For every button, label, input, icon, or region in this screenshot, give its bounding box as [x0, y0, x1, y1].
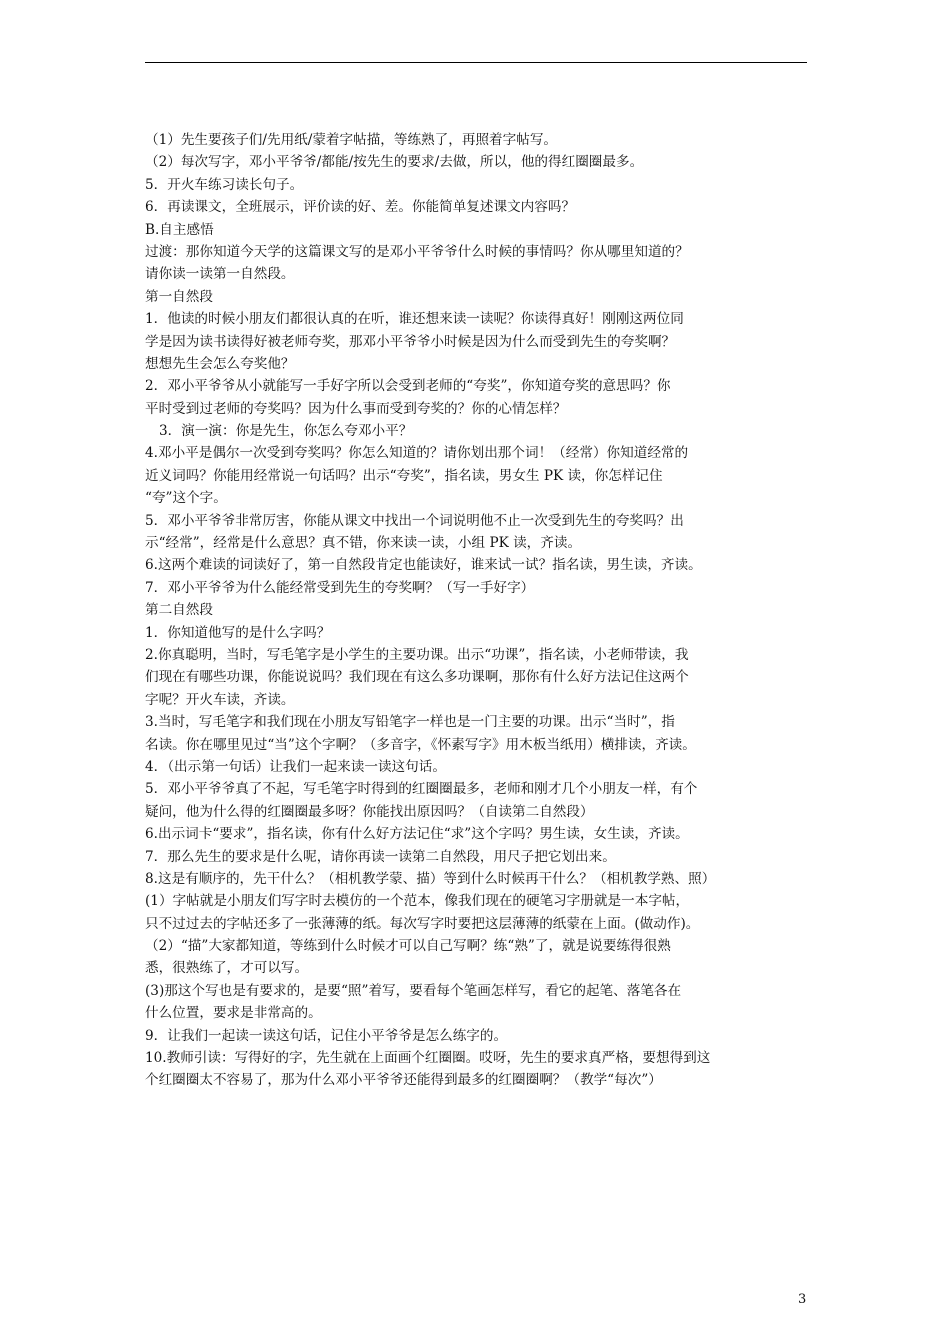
text-line: 6.这两个难读的词读好了，第一自然段肯定也能读好，谁来试一试？指名读，男生读，齐读。 [145, 557, 702, 574]
text-line: 示“经常”，经常是什么意思？真不错，你来读一读，小组 PK 读，齐读。 [145, 535, 582, 552]
text-line: 过渡：那你知道今天学的这篇课文写的是邓小平爷爷什么时候的事情吗？你从哪里知道的？ [145, 243, 689, 260]
text-line: 5．邓小平爷爷真了不起，写毛笔字时得到的红圈圈最多，老师和刚才几个小朋友一样，有个 [145, 781, 698, 798]
text-line: 疑问，他为什么得的红圈圈最多呀？你能找出原因吗？（自读第二自然段） [145, 803, 594, 820]
text-line: 们现在有哪些功课，你能说说吗？我们现在有这么多功课啊，那你有什么好方法记住这两个 [145, 669, 689, 686]
header-rule [145, 62, 807, 63]
text-line: 4.邓小平是偶尔一次受到夸奖吗？你怎么知道的？请你划出那个词！（经常）你知道经常的 [145, 445, 689, 462]
document-body [145, 129, 817, 1092]
text-line: 2.你真聪明，当时，写毛笔字是小学生的主要功课。出示“功课”，指名读，小老师带读，我 [145, 646, 689, 663]
text-line: （1）先生要孩子们/先用纸/蒙着字帖描，等练熟了，再照着字帖写。 [145, 132, 558, 148]
text-line: B.自主感悟 [145, 221, 214, 238]
text-line: (1）字帖就是小朋友们写字时去模仿的一个范本，像我们现在的硬笔习字册就是一本字帖， [145, 893, 690, 910]
text-line: 个红圈圈太不容易了，那为什么邓小平爷爷还能得到最多的红圈圈啊？（教学“每次”） [145, 1072, 662, 1089]
text-line: 学是因为读书读得好被老师夸奖，那邓小平爷爷小时候是因为什么而受到先生的夸奖啊？ [145, 333, 676, 350]
text-line: 近义词吗？你能用经常说一句话吗？出示“夸奖”，指名读，男女生 PK 读，你怎样记住 [145, 467, 663, 484]
text-line: （2）每次写字，邓小平爷爷/都能/按先生的要求/去做，所以，他的得红圈圈最多。 [145, 154, 644, 171]
text-line: 什么位置，要求是非常高的。 [145, 1005, 322, 1022]
text-line: （2）“描”大家都知道，等练到什么时候才可以自己写啊？练“熟”了，就是说要练得很熟 [145, 938, 671, 955]
text-line: 名读。你在哪里见过“当”这个字啊？（多音字，《怀素写字》用木板当纸用）横排读，齐读。 [145, 736, 696, 753]
text-line: 7．邓小平爷爷为什么能经常受到先生的夸奖啊？（写一手好字） [145, 579, 535, 596]
text-line: 9．让我们一起读一读这句话，记住小平爷爷是怎么练字的。 [145, 1027, 508, 1044]
page-number: 3 [798, 1292, 807, 1307]
text-line: 只不过过去的字帖还多了一张薄薄的纸。每次写字时要把这层薄薄的纸蒙在上面。(做动作)。 [145, 915, 700, 932]
text-line: 平时受到过老师的夸奖吗？因为什么事而受到夸奖的？你的心情怎样？ [145, 400, 567, 417]
text-line: 悉，很熟练了，才可以写。 [145, 960, 309, 977]
text-line: 第一自然段 [145, 288, 213, 305]
text-line: 请你读一读第一自然段。 [145, 266, 295, 283]
text-line: 1．你知道他写的是什么字吗？ [145, 624, 331, 641]
text-line: 想想先生会怎么夸奖他？ [145, 355, 295, 372]
text-line: 1．他读的时候小朋友们都很认真的在听，谁还想来读一读呢？你读得真好！刚刚这两位同 [145, 311, 684, 328]
text-line: 7．那么先生的要求是什么呢，请你再读一读第二自然段，用尺子把它划出来。 [145, 848, 616, 865]
text-line: 2．邓小平爷爷从小就能写一手好字所以会受到老师的“夸奖”，你知道夸奖的意思吗？你 [145, 378, 671, 395]
text-line: 字呢？开火车读，齐读。 [145, 691, 295, 708]
text-line: 10.教师引读：写得好的字，先生就在上面画个红圈圈。哎呀，先生的要求真严格，要想得到这 [145, 1050, 711, 1067]
text-line: 3．演一演：你是先生，你怎么夸邓小平？ [159, 423, 413, 440]
text-line: 5．邓小平爷爷非常厉害，你能从课文中找出一个词说明他不止一次受到先生的夸奖吗？出 [145, 512, 684, 529]
text-line: 6．再读课文，全班展示，评价读的好、差。你能简单复述课文内容吗？ [145, 199, 576, 216]
text-line: “夸”这个字。 [145, 490, 227, 507]
text-line: 6.出示词卡“要求”，指名读，你有什么好方法记住“求”这个字吗？男生读，女生读，齐读。 [145, 826, 689, 843]
text-line: 5．开火车练习读长句子。 [145, 176, 304, 193]
text-line: (3)那这个写也是有要求的，是要“照”着写，要看每个笔画怎样写，看它的起笔、落笔各在 [145, 982, 682, 999]
text-line: 第二自然段 [145, 602, 213, 619]
text-line: 3.当时，写毛笔字和我们现在小朋友写铅笔字一样也是一门主要的功课。出示“当时”，指 [145, 714, 675, 731]
text-line: 8.这是有顺序的，先干什么？（相机教学蒙、描）等到什么时候再干什么？（相机教学熟、照） [145, 870, 716, 887]
text-line: 4．（出示第一句话）让我们一起来读一读这句话。 [145, 758, 446, 775]
